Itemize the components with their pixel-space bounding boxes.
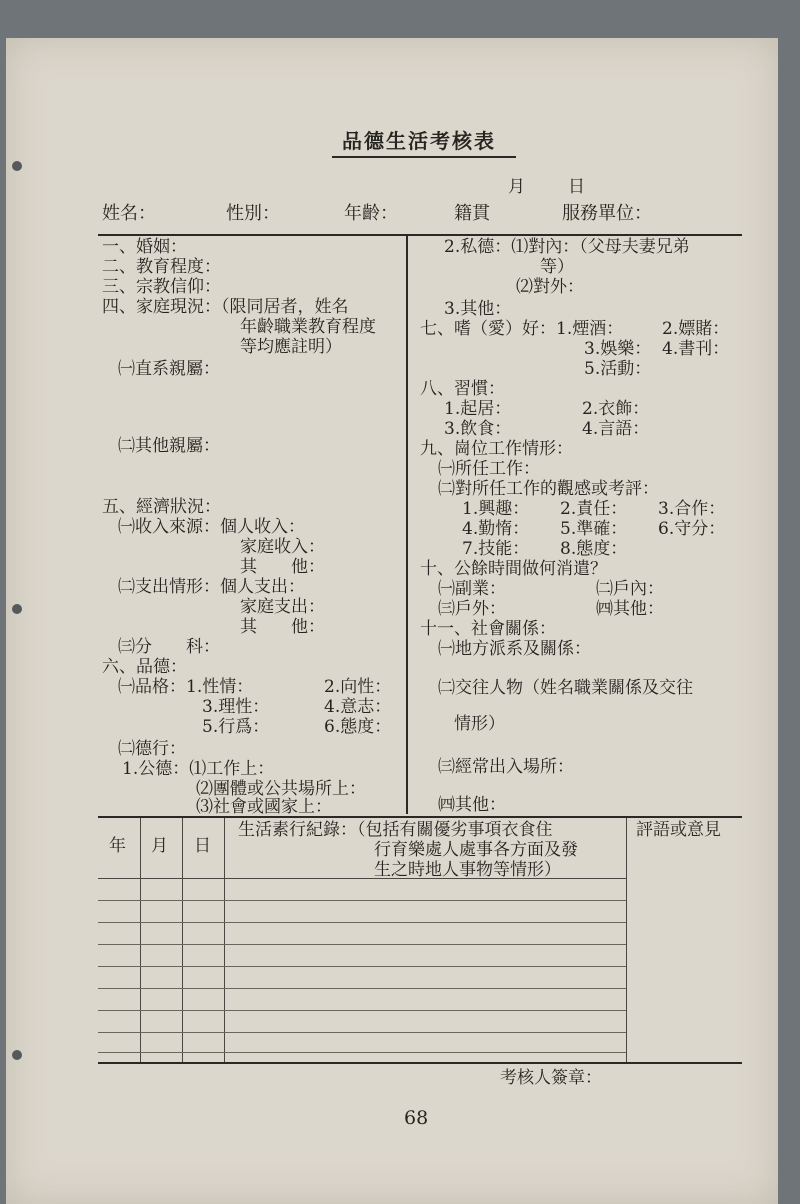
section-rule (98, 816, 742, 818)
date-month: 月 (508, 177, 525, 197)
item-leisure: ㈠副業： (438, 579, 506, 599)
col-record: 行育樂處人處事各方面及發 (374, 840, 578, 860)
item-income: ㈠收入來源：個人收入： (118, 517, 305, 537)
item-morality: 六、品德： (102, 657, 187, 677)
table-row-line (98, 966, 626, 967)
item-work-eval: 7.技能： (462, 539, 530, 559)
item-hobbies: 2.嫖賭： (662, 319, 730, 339)
col-month: 月 (151, 836, 168, 856)
item-character: 3.理性： (202, 697, 270, 717)
gender-field: 性別： (226, 203, 280, 224)
item-religion: 三、宗教信仰： (102, 277, 221, 297)
col-day: 日 (194, 836, 211, 856)
item-family-note: 年齡職業教育程度 (240, 317, 376, 337)
item-education: 二、教育程度： (102, 257, 221, 277)
item-leisure: ㈢戶外： (438, 599, 506, 619)
item-income-family: 家庭收入： (240, 537, 325, 557)
item-private-morality: ⑵對外： (516, 277, 584, 297)
item-social: ㈣其他： (438, 795, 506, 815)
item-work-eval: 3.合作： (658, 499, 726, 519)
item-subject: ㈢分 科： (118, 637, 220, 657)
item-habits: 4.言語： (582, 419, 650, 439)
item-conduct: ㈡德行： (118, 739, 186, 759)
binder-hole (12, 161, 22, 171)
name-field: 姓名： (102, 203, 156, 224)
item-character: 6.態度： (324, 717, 392, 737)
table-row-line (98, 1010, 626, 1011)
title-underline (332, 156, 516, 158)
item-work-eval: 4.勤惰： (462, 519, 530, 539)
item-expense-other: 其 他： (240, 617, 325, 637)
item-expense-family: 家庭支出： (240, 597, 325, 617)
date-day: 日 (568, 177, 585, 197)
item-character: ㈠品格：1.性情： (118, 677, 254, 697)
table-row-line (98, 944, 626, 945)
item-social: 十一、社會關係： (420, 619, 556, 639)
binder-hole (12, 604, 22, 614)
item-character: 4.意志： (324, 697, 392, 717)
item-leisure: ㈡戶內： (596, 579, 664, 599)
item-habits: 2.衣飾： (582, 399, 650, 419)
item-social: ㈠地方派系及關係： (438, 639, 591, 659)
item-family: 四、家庭現況：（限同居者，姓名 (102, 297, 349, 317)
item-economy: 五、經濟狀況： (102, 497, 221, 517)
item-social: 情形） (454, 714, 505, 734)
table-row-line (98, 900, 626, 901)
item-other-relatives: ㈡其他親屬： (118, 436, 220, 456)
form-title: 品德生活考核表 (342, 129, 496, 153)
item-public-morality: 1.公德：⑴工作上： (122, 759, 275, 779)
table-divider (224, 818, 225, 1062)
item-hobbies: 七、嗜（愛）好：1.煙酒： (420, 319, 624, 339)
table-divider (182, 818, 183, 1062)
top-rule (98, 234, 742, 236)
col-record: 生活素行紀錄：（包括有關優劣事項衣食住 (238, 820, 553, 840)
item-work: 九、崗位工作情形： (420, 439, 573, 459)
item-work-eval: 8.態度： (560, 539, 628, 559)
item-work-eval: 5.準確： (560, 519, 628, 539)
bottom-rule (98, 1062, 742, 1064)
item-character: 5.行爲： (202, 717, 270, 737)
unit-field: 服務單位： (562, 203, 652, 224)
table-divider (140, 818, 141, 1062)
binder-hole (12, 1050, 22, 1060)
item-social: ㈡交往人物（姓名職業關係及交往 (438, 678, 693, 698)
item-private-morality: 2.私德：⑴對內：（父母夫妻兄弟 (444, 237, 690, 257)
item-leisure: ㈣其他： (596, 599, 664, 619)
item-hobbies: 4.書刊： (662, 339, 730, 359)
table-divider (626, 818, 627, 1062)
item-habits: 3.飲食： (444, 419, 512, 439)
item-income-other: 其 他： (240, 557, 325, 577)
table-row-line (98, 1032, 626, 1033)
item-direct-relatives: ㈠直系親屬： (118, 359, 220, 379)
item-work-eval: 2.責任： (560, 499, 628, 519)
item-public-morality: ⑵團體或公共場所上： (196, 779, 366, 799)
table-row-line (98, 922, 626, 923)
item-work: ㈠所任工作： (438, 459, 540, 479)
item-work: ㈡對所任工作的觀感或考評： (438, 479, 659, 499)
item-leisure: 十、公餘時間做何消遣？ (420, 559, 607, 579)
item-expense: ㈡支出情形：個人支出： (118, 577, 305, 597)
col-comment: 評語或意見 (636, 820, 721, 840)
item-character: 2.向性： (324, 677, 392, 697)
item-family-note: 等均應註明） (240, 337, 342, 357)
age-field: 年齡： (344, 203, 398, 224)
origin-field: 籍貫 (454, 203, 490, 224)
col-year: 年 (109, 836, 126, 856)
table-row-line (98, 988, 626, 989)
item-public-morality: ⑶社會或國家上： (196, 797, 332, 817)
item-habits: 八、習慣： (420, 379, 505, 399)
item-work-eval: 6.守分： (658, 519, 726, 539)
col-record: 生之時地人事物等情形） (374, 860, 561, 880)
item-private-morality: 等） (540, 257, 574, 277)
item-social: ㈢經常出入場所： (438, 757, 574, 777)
column-divider (406, 236, 408, 814)
page-number: 68 (404, 1107, 429, 1129)
item-other: 3.其他： (444, 299, 512, 319)
item-work-eval: 1.興趣： (462, 499, 530, 519)
signature-label: 考核人簽章： (500, 1068, 602, 1088)
item-hobbies: 5.活動： (584, 359, 652, 379)
item-hobbies: 3.娛樂： (584, 339, 652, 359)
table-row-line (98, 1052, 626, 1053)
form-page (6, 38, 778, 1204)
item-marriage: 一、婚姻： (102, 237, 187, 257)
item-habits: 1.起居： (444, 399, 512, 419)
